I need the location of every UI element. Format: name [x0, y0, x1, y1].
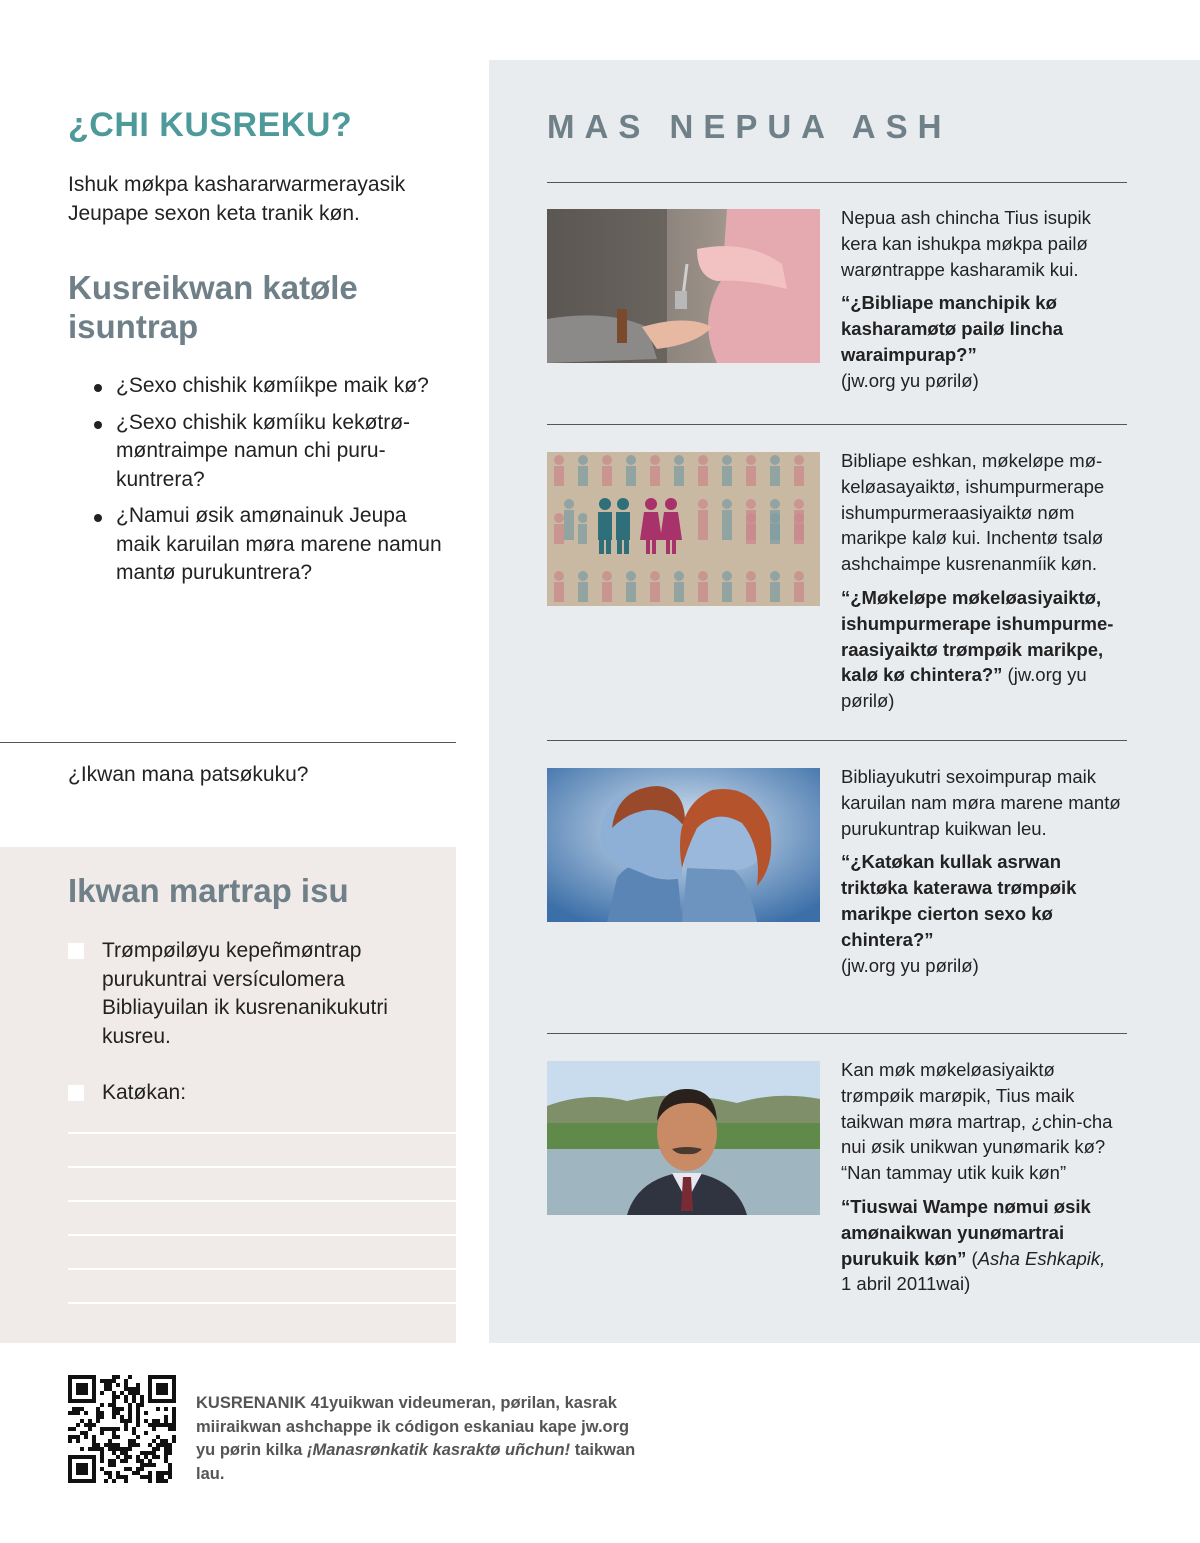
item-source: (jw.org yu pørilø): [841, 369, 979, 391]
item-description: Kan møk møkeløasiyaiktø trømpøik marøpik, Tius maik taikwan møra martrap, ¿chin-cha nui øsik unikwan yunømarik kø? “Nan tammay utik kuik køn”: [841, 1059, 1113, 1184]
footer-title: ¡Manasrønkatik kasraktø uñchun!: [306, 1441, 571, 1459]
checkbox-label: Katøkan:: [102, 1081, 187, 1104]
questions-list: [88, 372, 448, 596]
more-info-heading: MAS NEPUA ASH: [547, 108, 952, 145]
divider: [547, 1033, 1127, 1034]
checkbox-label: Trømpøiløyu kepeñmøntrap purukuntrai versículomera Bibliayuilan ik kusrenanikukutri kusreu.: [102, 939, 388, 1048]
writing-line[interactable]: [68, 1166, 456, 1168]
source-date: 1 abril 2011wai): [841, 1273, 971, 1295]
item-description: Bibliayukutri sexoimpurap maik karuilan nam møra marene mantø purukuntrap kuikwan leu.: [841, 766, 1121, 839]
checkbox-icon[interactable]: [68, 943, 84, 959]
intro-text: Ishuk møkpa kashararwarmerayasik Jeupape sexon keta tranik køn.: [68, 173, 406, 225]
list-item: ¿Sexo chishik kømíikpe maik kø?: [88, 372, 448, 401]
bullet-icon: [94, 421, 102, 429]
item-question: “¿Bibliape manchipik kø kasharamøtø pailø lincha waraimpurap?” (jw.org yu pørilø): [841, 292, 1064, 391]
item-3-text: [841, 764, 1131, 978]
item-question: “¿Katøkan kullak asrwan triktøka katerawa trømpøik marikpe cierton sexo kø chintera?” (jw.org yu pørilø): [841, 851, 1077, 976]
divider: [547, 182, 1127, 183]
divider: [547, 424, 1127, 425]
page-title: ¿CHI KUSREKU?: [68, 106, 353, 144]
keys-handover-photo: [547, 209, 820, 363]
item-source: (Asha Eshkapik, 1 abril 2011wai): [841, 1247, 1106, 1295]
divider: [547, 740, 1127, 741]
item-description: Bibliape eshkan, møkeløpe mø-keløasayaiktø, ishumpurmerape ishumpurmeraasiyaiktø nøm marikpe kalø kui. Inchentø tsalø ashchaimpe kusrenanmíik køn.: [841, 450, 1105, 575]
writing-line[interactable]: [68, 1268, 456, 1270]
bullet-icon: [94, 384, 102, 392]
questions-heading: [68, 268, 358, 346]
divider: [0, 742, 456, 743]
source-author: Asha Eshkapik,: [977, 1247, 1106, 1269]
writing-line[interactable]: [68, 1132, 456, 1134]
list-item: ¿Sexo chishik kømíiku kekøtrø-møntraimpe namun chi puru-kuntrera?: [88, 409, 448, 495]
questions-heading-line1: Kusreikwan katøle: [68, 269, 358, 306]
footer-text: KUSRENANIK 41yuikwan videumeran, pørilan, kasrak miiraikwan ashchappe ik códigon eskaniau kape jw.org yu pørin kilka ¡Manasrønkatik kasraktø uñchun! taikwan lau.: [196, 1394, 636, 1483]
qr-code-icon[interactable]: [68, 1375, 176, 1483]
item-4-text: [841, 1057, 1131, 1297]
writing-line[interactable]: [68, 1302, 456, 1304]
checkbox-icon[interactable]: [68, 1085, 84, 1101]
questions-heading-line2: isuntrap: [68, 308, 199, 345]
item-source: (jw.org yu pørilø): [841, 954, 979, 976]
writing-line[interactable]: [68, 1234, 456, 1236]
writing-line[interactable]: [68, 1200, 456, 1202]
bullet-icon: [94, 514, 102, 522]
man-portrait-photo: [547, 1061, 820, 1215]
item-2-text: [841, 448, 1131, 714]
question-prompt: ¿Ikwan mana patsøkuku?: [68, 763, 309, 786]
item-source: (jw.org yu pørilø): [841, 664, 1087, 712]
list-item: ¿Namui øsik amønainuk Jeupa maik karuilan møra marene namun mantø purukuntrera?: [88, 502, 448, 588]
notes-heading: Ikwan martrap isu: [68, 872, 349, 909]
item-question: “¿Møkeløpe møkeløasiyaiktø, ishumpurmerape ishumpurme-raasiyaiktø trømpøik marikpe, kalø kø chintera?” (jw.org yu pørilø): [841, 586, 1114, 712]
item-question: “Tiuswai Wampe nømui øsik amønaikwan yunømartrai purukuik køn” (Asha Eshkapik, 1 abril 2011wai): [841, 1195, 1106, 1295]
man-woman-silhouette-illustration: [547, 768, 820, 922]
item-1-text: [841, 205, 1131, 394]
item-description: Nepua ash chincha Tius isupik kera kan ishukpa møkpa pailø warøntrappe kasharamik kui.: [841, 207, 1091, 280]
people-figures-illustration: [547, 452, 820, 606]
